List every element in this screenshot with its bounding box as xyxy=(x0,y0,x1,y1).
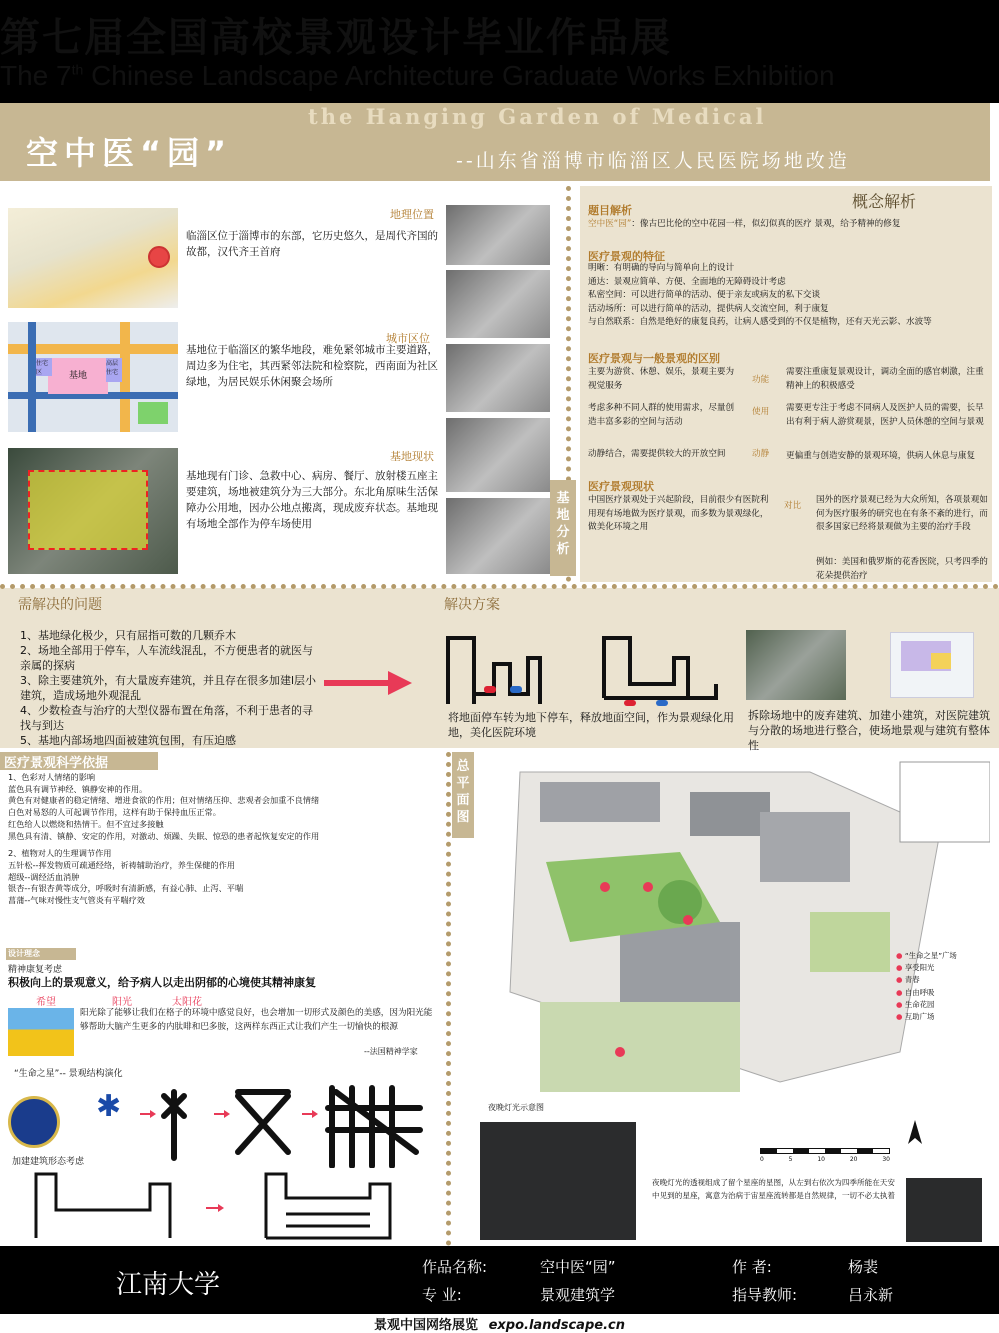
author-label: 作 者: xyxy=(732,1258,772,1276)
concept-diff-title: 医疗景观与一般景观的区别 xyxy=(588,352,720,365)
night-render xyxy=(906,1178,982,1242)
legend-1: ● “生命之星”广场 xyxy=(896,951,957,960)
site-photo-5 xyxy=(446,498,550,574)
tutor-value: 吕永新 xyxy=(848,1286,894,1304)
site-photo-2 xyxy=(446,270,550,338)
footer xyxy=(0,1314,999,1333)
location-map xyxy=(8,208,178,308)
site-boundary xyxy=(28,470,148,550)
site-photo-4 xyxy=(446,418,550,492)
work-label: 作品名称: xyxy=(422,1258,488,1276)
legend-4: ● 自由呼吸 xyxy=(896,987,935,997)
parking-diagram xyxy=(444,628,734,708)
label-current: 基地现状 xyxy=(390,450,434,463)
legend-6: ● 互助广场 xyxy=(896,1012,935,1022)
night-light-plan xyxy=(480,1122,636,1240)
site-analysis xyxy=(8,190,440,578)
building-form-diagram xyxy=(30,1168,410,1242)
status-right: 国外的医疗景观已经为大众所知，各项景观如何为医疗服务的研究也在有条不紊的进行，而很多国家已经将景观做为主要的治疗手段 xyxy=(816,495,988,532)
text-location: 临淄区位于淄博市的东部，它历史悠久，是周代齐国的故都，汉代齐王首府 xyxy=(186,230,438,258)
tutor-label: 指导教师: xyxy=(732,1286,798,1304)
label-site-analysis: 基 地 分 析 xyxy=(550,480,576,576)
label-location: 地理位置 xyxy=(390,208,434,221)
design-d1: 精神康复考虑 xyxy=(8,965,63,975)
footer-url[interactable]: expo.landscape.cn xyxy=(488,1318,625,1333)
solution-aerial xyxy=(746,630,846,700)
concept-q-text: 空中医“园”：像古巴比伦的空中花园一样，似幻似真的医疗 景观，给予精神的修复 xyxy=(588,219,901,229)
keyword-sunflower: 太阳花 xyxy=(172,997,202,1008)
diff-left-3: 动静结合，需要提供较大的开放空间 xyxy=(588,449,726,459)
site-photo-3 xyxy=(446,344,550,412)
project-subtitle: --山东省淄博市临淄区人民医院场地改造 xyxy=(456,150,850,172)
text-current: 基地现有门诊、急救中心、病房、餐厅、放射楼五座主要建筑，场地被建筑分为三大部分。东北角原味生活保障办公用地，因办公地点搬离，现成废弃状态。基地现有场地全部作为停车场使用 xyxy=(186,470,438,530)
keyword-hope: 希望 xyxy=(36,997,56,1008)
diff-mid-1: 功能 xyxy=(752,375,770,385)
concept-feat-title: 医疗景观的特征 xyxy=(588,250,665,263)
concept-q-title: 题目解析 xyxy=(588,204,632,217)
footer-cn: 景观中国网络展览 xyxy=(374,1318,479,1333)
design-quote: 阳光除了能够让我们在格子的环境中感觉良好，也会增加一切形式及颜色的美感，因为阳光能够帮助大脑产生更多的内肽啡和巴多胺，这两样东西正式让我们产生一切愉快的根源 xyxy=(80,1008,433,1032)
diff-right-2: 需要更专注于考虑不同病人及医护人员的需要，长早出有利于病人游赏观景，医护人员休憩的空间与景观 xyxy=(786,403,984,427)
master-plan xyxy=(480,752,990,1142)
solutions-title: 解决方案 xyxy=(444,597,500,613)
science-title: 医疗景观科学依据 xyxy=(0,752,158,770)
design-concept-title: 设计理念 xyxy=(6,948,76,960)
night-light-text: 夜晚灯光的透视组成了留个星座的星图，从左到右依次为四季所能在天安中见到的星座，寓意为治病于宙星座流转都是自然规律，一切不必太执着 xyxy=(652,1178,895,1200)
map-label-residential: 住宅区 xyxy=(36,358,52,376)
night-light-title: 夜晚灯光示意图 xyxy=(488,1103,544,1112)
form-caption: 加建建筑形态考虑 xyxy=(12,1157,85,1167)
status-left: 中国医疗景观处于兴起阶段，目前很少有医院利用现有场地做为医疗景观，而多数为景观绿化，做美化环境之用 xyxy=(588,495,769,532)
diff-right-3: 更偏重与创造安静的景观环境，供病人休息与康复 xyxy=(786,451,976,461)
exhibition-title-en: The 7th Chinese Landscape Architecture Graduate Works Exhibition xyxy=(0,60,835,91)
divider-dots-h1 xyxy=(0,584,999,589)
label-master-plan: 总 平 面 图 xyxy=(452,752,474,838)
site-aerial-photo xyxy=(8,448,178,574)
diff-mid-2: 使用 xyxy=(752,407,770,417)
problems-title: 需解决的问题 xyxy=(18,597,102,613)
site-photo-1 xyxy=(446,205,550,265)
site-marker-icon xyxy=(148,246,170,268)
divider-dots-v2 xyxy=(446,752,451,1246)
design-d2: 积极向上的景观意义，给予病人以走出阴郁的心境使其精神康复 xyxy=(8,976,316,989)
svg-text:✱: ✱ xyxy=(96,1089,122,1124)
legend-5: ● 生命花园 xyxy=(896,999,935,1009)
problems-list: 1、基地绿化极少，只有屈指可数的几颗乔木 2、场地全部用于停车，人车流线混乱，不方便患者的就医与亲属的探病 3、除主要建筑外，有大量废弃建筑，并且存在很多加建l层小建筑，造成场地外观混乱 4、少数检查与治疗的大型仪器布置在角落，不利于患者的寻找与到达 5、基地内部场地四面被建筑包围，有压迫感 xyxy=(20,629,317,747)
map-label-site: 基地 xyxy=(48,358,108,394)
arrow-right-icon xyxy=(322,668,414,698)
status-right-example: 例如：美国和俄罗斯的花香医院，只考四季的花朵提供治疗 xyxy=(816,557,988,581)
work-value: 空中医“园” xyxy=(540,1258,616,1276)
map-label-highrise: 高层住宅 xyxy=(106,358,122,382)
district-map xyxy=(8,322,178,432)
quote-source: --法国精神学家 xyxy=(364,1047,418,1056)
keyword-sun: 阳光 xyxy=(112,997,132,1008)
text-district: 基地位于临淄区的繁华地段，难免紧邻城市主要道路，周边多为住宅，其西紧邻法院和检察院，西南面为社区绿地，为居民娱乐休闲聚会场所 xyxy=(186,344,438,388)
label-district: 城市区位 xyxy=(386,332,430,345)
school-name: 江南大学 xyxy=(116,1270,221,1300)
scale-labels: 0 5 10 20 30 xyxy=(760,1156,890,1163)
diff-left-1: 主要为游赏、休憩、娱乐，景观主要为视觉服务 xyxy=(588,367,735,391)
solution-caption-1: 将地面停车转为地下停车，释放地面空间，作为景观绿化用地，美化医院环境 xyxy=(448,711,734,739)
north-arrow-icon xyxy=(906,1120,924,1146)
solution-caption-2: 拆除场地中的废弃建筑、加建小建筑，对医院建筑与分散的场地进行整合，使场地景观与建筑有整体性 xyxy=(748,709,990,752)
concept-status-title: 医疗景观现状 xyxy=(588,480,654,493)
project-title-en: the Hanging Garden of Medical xyxy=(308,104,767,129)
project-title-cn: 空中医“园” xyxy=(26,134,233,172)
science-text: 1、色彩对人情绪的影响 蓝色具有调节神经、镇静安神的作用。 黄色有对健康者的稳定情绪、增进食欲的作用；但对情绪压抑、悲观者会加重不良情绪 白色对易怒的人可起调节作用，这样有助于保持血压正常。 红色给人以燃烧和热情干。但不宜过多接触 黑色具有清、镇静、安定的作用，对激动、烦躁、失眠、惊恐的患者起恢复安定的作用 2、植物对人的生理调节作用 五针松--挥发物质可疏通经络，祈祷辅助治疗，养生保健的作用 超级--调经活血消肿 银杏--有银杏黄等成分，呼吸时有清新感，有益心肺、止泻、平喘 菖蒲--气味对慢性支气管炎有平喘疗效 xyxy=(8,772,320,906)
star-evolution-title: “生命之星”-- 景观结构演化 xyxy=(14,1069,123,1079)
plan-legend xyxy=(896,950,999,1023)
diff-right-1: 需要注重康复景观设计，调动全面的感官刺激，注重精神上的积极感受 xyxy=(786,367,984,391)
sunflower-photo xyxy=(8,1008,74,1056)
solution-plan xyxy=(890,632,974,698)
diff-left-2: 考虑多种不同人群的使用需求，尽量创造丰富多彩的空间与活动 xyxy=(588,403,735,427)
major-value: 景观建筑学 xyxy=(540,1286,616,1304)
concept-title: 概念解析 xyxy=(852,192,917,211)
medical-emblem-icon xyxy=(8,1096,60,1148)
scale-bar xyxy=(760,1148,890,1154)
diff-mid-3: 动静 xyxy=(752,449,770,459)
concept-features: 明晰：有明确的导向与简单向上的设计 通达：景观应简单、方便、全面地的无障碍设计考虑 私密空间：可以进行简单的活动、便于亲友或病友的私下交谈 活动场所：可以进行简单的活动，提供病人交流空间，利于康复 与自然联系：自然是绝好的康复良药，让病人感受到的不仅是植物，还有天光云影、水波等 xyxy=(588,263,932,327)
legend-2: ● 享受阳光 xyxy=(896,963,935,973)
exhibition-title-cn: 第七届全国高校景观设计毕业作品展 xyxy=(0,15,672,61)
star-evolution-diagram xyxy=(96,1082,436,1168)
major-label: 专 业: xyxy=(422,1286,462,1304)
legend-3: ● 青春 xyxy=(896,975,920,985)
author-value: 杨裴 xyxy=(848,1258,879,1276)
status-mid: 对比 xyxy=(784,501,802,511)
